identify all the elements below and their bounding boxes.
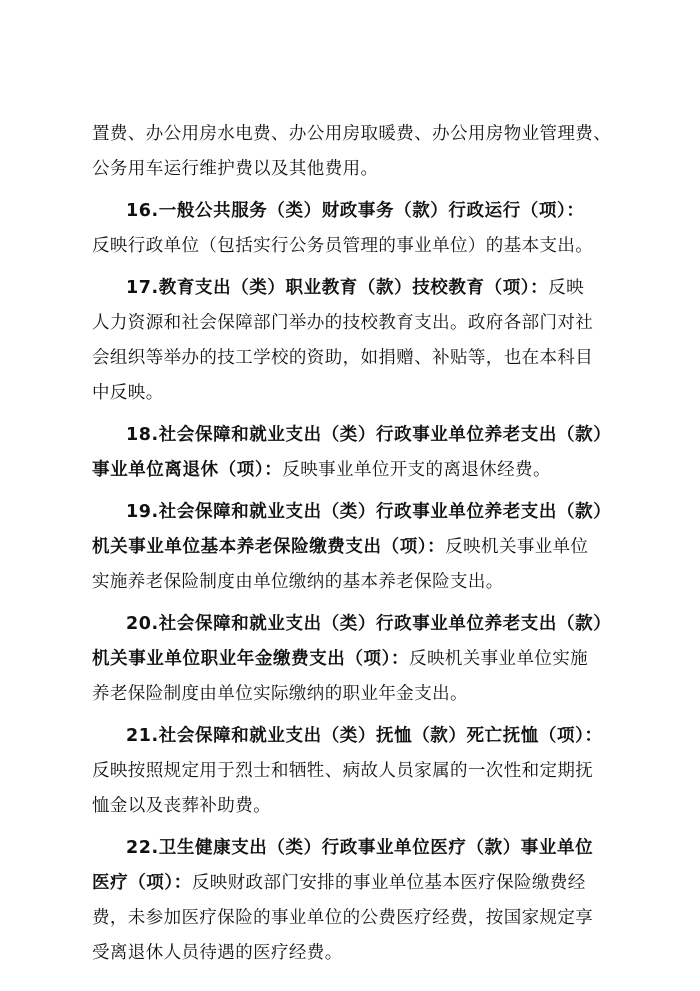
item-18: [92, 418, 614, 488]
item-text-line: 恤金以及丧葬补助费。: [92, 796, 271, 816]
item-heading-cont: 医疗（项）：: [92, 873, 192, 893]
item-heading: 18.社会保障和就业支出（类）行政事业单位养老支出（款）: [126, 425, 612, 445]
item-19: [92, 495, 614, 600]
item-text-line: 养老保险制度由单位实际缴纳的职业年金支出。: [92, 684, 468, 704]
item-heading: 17.教育支出（类）职业教育（款）技校教育（项）：: [126, 278, 549, 298]
item-text-line: 费，未参加医疗保险的事业单位的公费医疗经费，按国家规定享: [92, 908, 594, 928]
item-22: [92, 831, 614, 971]
item-text-line: 受离退休人员待遇的医疗经费。: [92, 943, 343, 963]
document-body: [92, 117, 614, 971]
item-heading: 19.社会保障和就业支出（类）行政事业单位养老支出（款）: [126, 502, 612, 522]
item-heading: 22.卫生健康支出（类）行政事业单位医疗（款）事业单位: [126, 838, 594, 858]
item-heading: 16.一般公共服务（类）财政事务（款）行政运行（项）：: [126, 201, 585, 221]
item-16: [92, 194, 614, 264]
item-heading-cont: 机关事业单位职业年金缴费支出（项）：: [92, 649, 410, 669]
item-text-line: 实施养老保险制度由单位缴纳的基本养老保险支出。: [92, 572, 504, 592]
item-21: [92, 719, 614, 824]
item-text-line: 中反映。: [92, 383, 164, 403]
item-text: 反映行政单位（包括实行公务员管理的事业单位）的基本支出。: [92, 236, 594, 256]
item-text: 反映按照规定用于烈士和牺牲、病故人员家属的一次性和定期抚: [92, 761, 594, 781]
item-20: [92, 607, 614, 712]
item-text: 反映事业单位开支的离退休经费。: [282, 460, 551, 480]
item-text: 反映机关事业单位: [445, 537, 589, 557]
item-heading-cont: 事业单位离退休（项）：: [92, 460, 283, 480]
intro-line-1: 置费、办公用房水电费、办公用房取暖费、办公用房物业管理费、: [92, 124, 612, 144]
item-heading: 21.社会保障和就业支出（类）抚恤（款）死亡抚恤（项）：: [126, 726, 603, 746]
item-text: 人力资源和社会保障部门举办的技校教育支出。政府各部门对社: [92, 313, 594, 333]
item-text: 反映机关事业单位实施: [409, 649, 589, 669]
item-heading-cont: 机关事业单位基本养老保险缴费支出（项）：: [92, 537, 446, 557]
item-text: 反映财政部门安排的事业单位基本医疗保险缴费经: [191, 873, 586, 893]
item-text-line: 会组织等举办的技工学校的资助，如捐赠、补贴等，也在本科目: [92, 348, 594, 368]
item-text: 反映: [548, 278, 585, 298]
item-17: [92, 271, 614, 411]
intro-line-2: 公务用车运行维护费以及其他费用。: [92, 159, 379, 179]
item-heading: 20.社会保障和就业支出（类）行政事业单位养老支出（款）: [126, 614, 612, 634]
